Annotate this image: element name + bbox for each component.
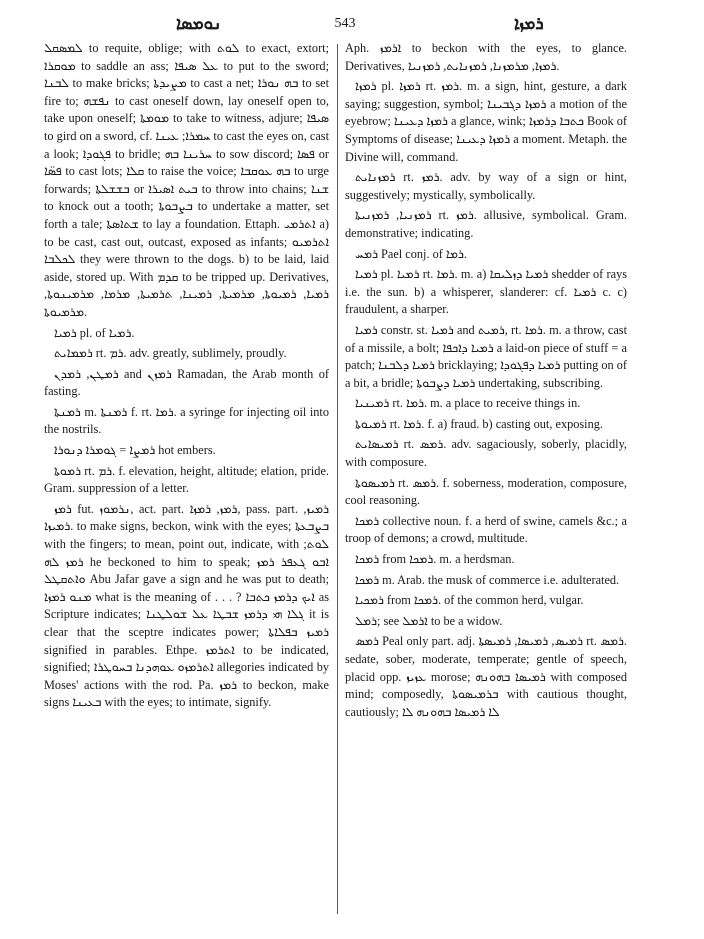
page-header	[40, 12, 670, 38]
dictionary-entry: ܪܡܝܐ pl. of ܪܡܝܐ.	[54, 325, 135, 340]
dictionary-entry: ܪܡܝܣܐܝܬ rt. ܪܡܣ. adv. sagaciously, soberly, placidly, with composure.	[345, 437, 627, 470]
dictionary-entry: ܪܡܟܐ from ܪܡܟܐ. m. a herdsman.	[355, 552, 515, 567]
dictionary-entry: ܪܡܝܐ pl. ܪܡܝܐ rt. ܪܡܐ. m. a) ܪܡܝܐ ܕܙܠܝܩܐ shedder of rays i.e. the sun. b) a whisperer, slanderer: cf. ܪܡܝܐ c. c) fraudulent, a sharper.	[345, 267, 627, 317]
dictionary-entry: ܪܡܣ Peal only part. adj. ܪܡܝܣ, ܪܡܝܣܐ, ܪܡܝܣܬܐ rt. ܪܡܣ. sedate, sober, moderate, temperate; gentle of speech, placid opp. ܥܙܝܙ morose; ܪܡܝܣܐ ܒܗܘܢܗ with composed mind; composedly, ܒܪܡܝܣܘܬܐ with cautious thought, cautiously; ܠܐ ܪܡܝܣܐ ܒܗܘܢܗ ܠܐ	[345, 634, 627, 719]
dictionary-entry: ܪܡܛܢ, ܪܡܕܢ and ܪܡܙܢ Ramadan, the Arab month of fasting.	[44, 366, 329, 399]
header-left-word: ܢܘܡܣܐ	[176, 14, 222, 33]
dictionary-entry: ܪܡܝܣܘܬܐ rt. ܪܡܣ. f. soberness, moderation, composure, cool reasoning.	[345, 475, 627, 508]
dictionary-entry: ܪܡܟܐ collective noun. f. a herd of swine, camels &c.; a troop of demons; a crowd, multitude.	[345, 513, 627, 546]
header-right-word: ܪܡܙܐ	[514, 14, 544, 33]
page-number: 543	[334, 16, 356, 31]
dictionary-entry: ܪܡܢܬܐ m. ܪܡܢܬܐ f. rt. ܪܡܐ. a syringe for injecting oil into the nostrils.	[44, 404, 329, 437]
right-column	[345, 40, 627, 920]
column-divider	[337, 44, 338, 914]
dictionary-entry: ܪܡܨܐ = ܓܘܡܪܐ ܕܢܘܪܐ hot embers.	[54, 443, 216, 458]
dictionary-entry: ܪܡܙܐ pl. ܪܡܙܐ rt. ܪܡܙ. m. a sign, hint, gesture, a dark saying; suggestion, symbol; ܪܡܙܐ ܕܓܒܝܢܐ a motion of the eyebrow; ܪܡܙܐ ܕܥܝܢܐ a glance, wink; ܟܬܒܐ ܕܪܡܙܐ Book of Symptoms of disease; ܪܡܙܐ ܕܥܝܢܐ a moment. Metaph. the Divine will, command.	[345, 79, 627, 164]
dictionary-entry: ܪܡܙܢܐܝܬ rt. ܪܡܙ. adv. by way of a sign or hint, suggestively; mystically, symbolically.	[345, 170, 627, 202]
dictionary-entry: ܪܡܟܝܐ from ܪܡܟܐ. of the common herd, vulgar.	[355, 593, 584, 608]
dictionary-entry: ܪܡܠ; see ܐܪܡܠ to be a widow.	[355, 613, 503, 628]
dictionary-entry: ܪܡܝܐ constr. st. ܪܡܝܐ and ܪܡܝܬ, rt. ܪܡܐ. m. a throw, cast of a missile, a bolt; ܪܡܝܐ ܕܐܟܦܐ a laid-on piece of stuff = a patch; ܪܡܝܐ ܕܠܒܢܐ bricklaying; ܪܡܝܐ ܕܦܓܘܕܐ putting on of a bit, a bridle; ܪܡܝܐ ܕܨܒܘܬܐ undertaking, subscribing.	[345, 322, 627, 390]
dictionary-entry: ܪܡܡܐܝܬ rt. ܪܡ. adv. greatly, sublimely, proudly.	[54, 346, 287, 361]
dictionary-entry: ܪܡܝܘܬܐ rt. ܪܡܐ. f. a) fraud. b) casting out, exposing.	[355, 416, 603, 431]
left-column	[44, 40, 329, 920]
dictionary-entry: ܪܡܙܢܝܐ, ܪܡܙܢܝܬܐ rt. ܪܡܙ. allusive, symbolical. Gram. demonstrative; indicating.	[345, 208, 627, 240]
dictionary-entry: ܪܡܟܐ m. Arab. the musk of commerce i.e. adulterated.	[355, 572, 620, 587]
dictionary-entry: ܪܡܝܢܝܐ rt. ܪܡܐ. m. a place to receive things in.	[355, 396, 581, 411]
dictionary-entry: ܠܡܣܩܠ to requite, oblige; with ܠܘܬ to exact, extort; ܡܘܩܪܐ to saddle an ass; ܥܠ ܣܝܦܐ to put to the sword; ܠܒܢܐ to make bricks; ܡܨܝܕܬܐ to cast a net; ܒܗ ܢܘܪܐ to set fire to; ܢܦܫܗ to cast oneself down, lay oneself open to, take upon oneself; ܡܘܡܬܐ to take to witness, adjure; ܣܝܦܐ to gird on a sword, cf. ܚܡܪܐ; ܥܝܢܐ to cast the eyes on, cast a look; ܦܓܘܕܐ to bridle; ܚܪܝܢܐ ܒܗ to sow discord; ܦܣܐ or ܦܣ̈ܐ to cast lots; ܩܠܐ to raise the voice; ܒܗ ܥܘܩܒܐ to urge forwards; ܒܫܫܠܬܐ or ܒܝܬ ܐܣܝܪܐ to throw into chains; ܫܢܐ to knock out a tooth; ܒܨܒܘܬܐ to undertake a matter, set forth a tale; ܫܬܐܣܬܐ to lay a foundation. Ettaph. ܐܬܪܡܝ a) to be cast, cast out, outcast, exposed as infants; ܐܬܪܡܝܘ ܠܟܠܒܐ they were thrown to the dogs. b) to be laid, laid aside, stored up. With ܩܕܡ to be tripped up. Derivatives, ܪܡܝܐ, ܪܡܝܘܬܐ, ܡܪܡܝܬܐ, ܪܡܝܢܐ, ܬܪܡܝܬܐ, ܡܪܡܐ, ܡܪܡܝܢܘܬܐ, ܡܪܡܝܘܬܐ.	[44, 41, 329, 319]
dictionary-entry: ܪܡܘܬܐ rt. ܪܡ. f. elevation, height, altitude; elation, pride. Gram. suppression of a letter.	[44, 463, 329, 496]
dictionary-entry: ܪܡܙ fut. ܢܪܡܘܙ, act. part. ܪܡܙ, ܪܡܙܐ, pass. part. ܪܡܝܙ, ܪܡܝܙܐ. to make signs, beckon, wink with the eyes; ܒܨܒܥܬܐ with the fingers; to mean, point out, indicate, with ܠܘܬ; ܪܡܙ ܠܗ he beckoned to him to speak; ܐܒܘ ܓܥܦܪ ܪܡܙ ܘܐܬܩܛܠ Abu Jafar gave a sign and he was put to death; ܡܢܘ ܪܡܙܐ what is the meaning of . . . ? ܐܝܟ ܕܪܡܙ ܟܬܒܐ as Scripture indicates; ܓܠܐ ܗܝ ܕܪܡܙ ܫܒܛܐ ܥܠ ܫܘܠܛܢܐ it is clear that the sceptre indicates power; ܪܡܝܙ ܒܦܠܐܬܐ signified in parables. Ethpe. ܐܬܪܡܙ to be indicated, signified; ܐܬܪܡܙܘ ܥܘܗܕܢܐ ܒܚܘܛܪܐ allegories indicated by Moses' actions with the rod. Pa. ܪܡܙ to beckon, make signs ܒܥܝܢܐ with the eyes; to intimate, signify.	[44, 501, 329, 710]
dictionary-entry: ܪܡܚ Pael conj. of ܪܡܐ.	[355, 246, 467, 261]
dictionary-entry: Aph. ܐܪܡܙ to beckon with the eyes, to glance. Derivatives, ܪܡܙܐ, ܡܪܡܙܢܐ, ܪܡܙܢܐܝܬ, ܪܡܙܢܝܐ.	[345, 41, 627, 73]
